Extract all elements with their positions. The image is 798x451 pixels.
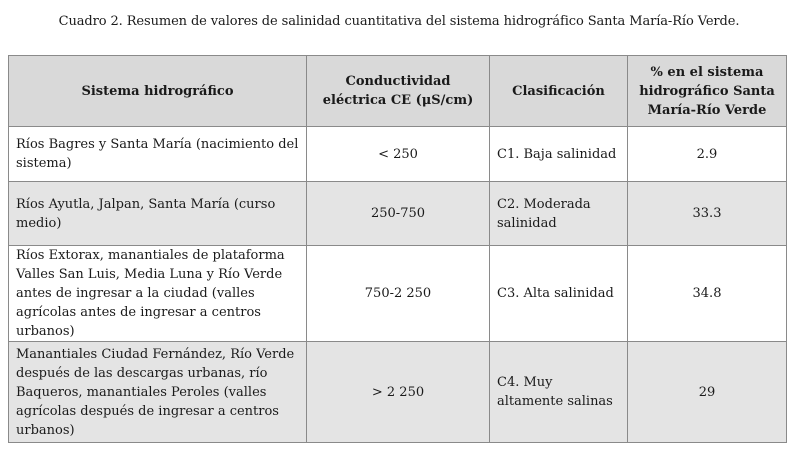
table-row xyxy=(9,342,787,443)
cell-clasificacion: C2. Moderada salinidad xyxy=(490,182,628,246)
cell-conductividad: 250-750 xyxy=(307,182,490,246)
header-row xyxy=(9,56,787,127)
table-caption: Cuadro 2. Resumen de valores de salinidad cuantitativa del sistema hidrográfico Santa María-Río Verde. xyxy=(58,14,740,29)
cell-porcentaje: 29 xyxy=(628,342,787,443)
header-sistema: Sistema hidrográfico xyxy=(9,56,307,127)
cell-sistema: Manantiales Ciudad Fernández, Río Verde después de las descargas urbanas, río Baqueros, manantiales Peroles (valles agrícolas después de ingresar a centros urbanos) xyxy=(9,342,307,443)
cell-porcentaje: 2.9 xyxy=(628,127,787,182)
header-conductividad: Conductividad eléctrica CE (μS/cm) xyxy=(307,56,490,127)
cell-clasificacion: C1. Baja salinidad xyxy=(490,127,628,182)
cell-sistema: Ríos Extorax, manantiales de plataforma Valles San Luis, Media Luna y Río Verde antes de ingresar a la ciudad (valles agrícolas antes de ingresar a centros urbanos) xyxy=(9,246,307,342)
table-row xyxy=(9,127,787,182)
table-row xyxy=(9,182,787,246)
cell-conductividad: 750-2 250 xyxy=(307,246,490,342)
cell-conductividad: < 250 xyxy=(307,127,490,182)
cell-sistema: Ríos Bagres y Santa María (nacimiento del sistema) xyxy=(9,127,307,182)
salinity-table xyxy=(8,55,787,443)
cell-porcentaje: 34.8 xyxy=(628,246,787,342)
cell-clasificacion: C4. Muy altamente salinas xyxy=(490,342,628,443)
cell-porcentaje: 33.3 xyxy=(628,182,787,246)
header-clasificacion: Clasificación xyxy=(490,56,628,127)
cell-conductividad: > 2 250 xyxy=(307,342,490,443)
cell-clasificacion: C3. Alta salinidad xyxy=(490,246,628,342)
cell-sistema: Ríos Ayutla, Jalpan, Santa María (curso medio) xyxy=(9,182,307,246)
header-porcentaje: % en el sistema hidrográfico Santa María-Río Verde xyxy=(628,56,787,127)
table-row xyxy=(9,246,787,342)
